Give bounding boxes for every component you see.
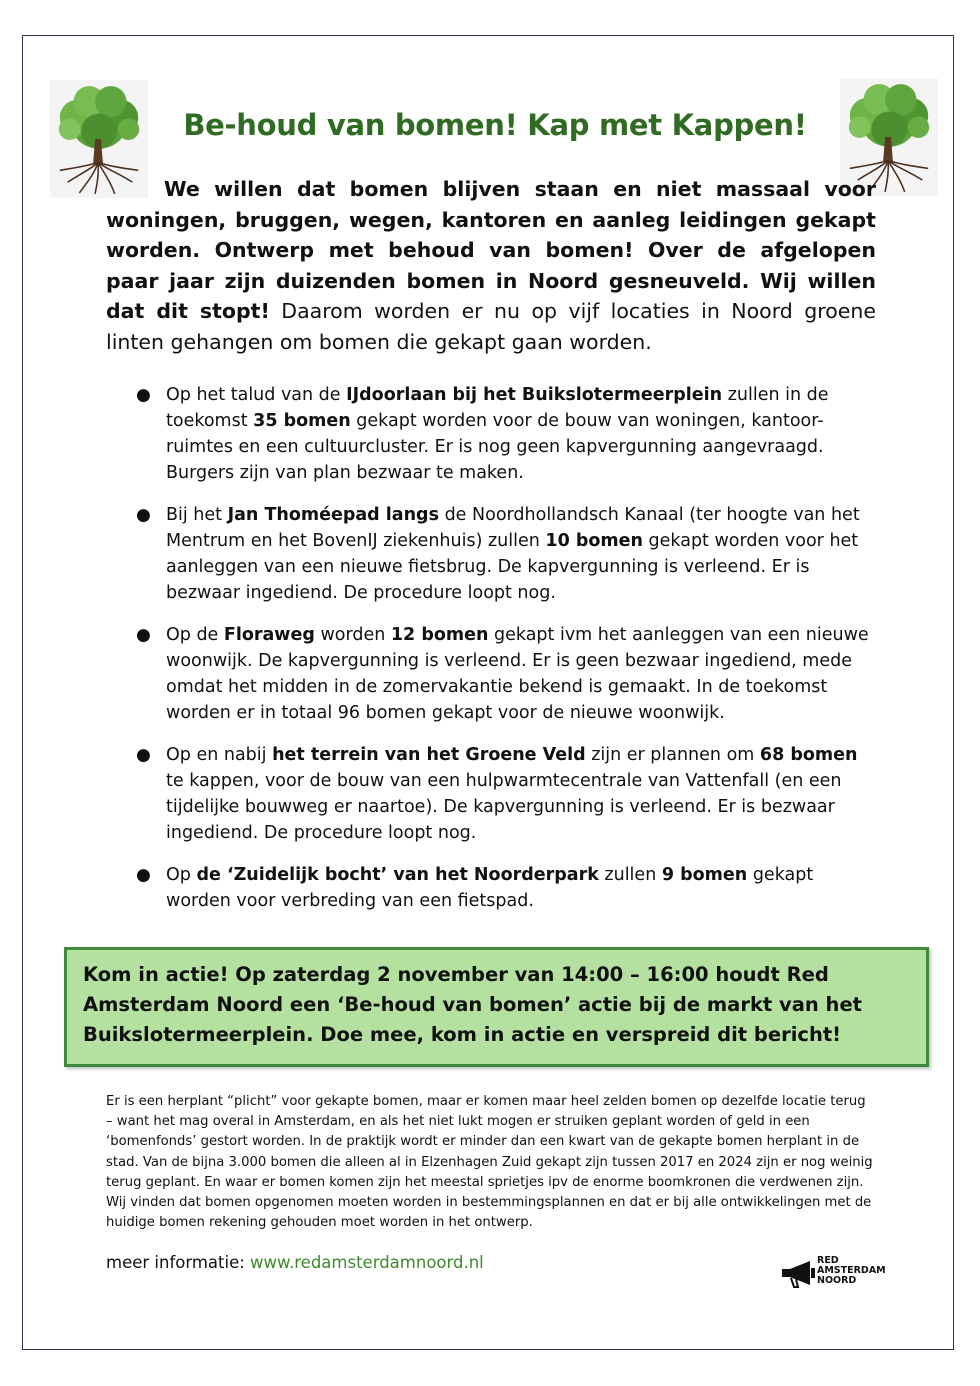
bullet-icon: ● (136, 745, 151, 765)
list-item (106, 862, 876, 914)
list-item-text: gekapt ivm het aanleggen van een nieuwe woonwijk. De kapvergunning is verleend. Er is geen bezwaar ingediend, mede omdat het midden in de zomervakantie bekend is gemaakt. In de toekomst worden er in totaal 96 bomen gekapt voor de nieuwe woonwijk. (166, 625, 869, 723)
list-item-highlight: 9 bomen (661, 865, 748, 885)
list-item (106, 622, 876, 726)
list-item-highlight: 12 bomen (390, 625, 489, 645)
list-item-highlight: IJdoorlaan bij het Buikslotermeerplein (346, 385, 723, 405)
list-item-text: gekapt worden voor het aanleggen van een nieuwe fietsbrug. De kapvergunning is verleend. Er is bezwaar ingediend. De procedure loopt nog. (166, 531, 859, 603)
list-item-text: worden (314, 625, 391, 645)
list-item-highlight: het terrein van het Groene Veld (272, 745, 586, 765)
replant-note: Er is een herplant “plicht” voor gekapte bomen, maar er komen maar heel zelden bomen op dezelfde locatie terug – want het mag overal in Amsterdam, en als het niet lukt mogen er struiken geplant worden of geld in een ‘bomenfonds’ gestort worden. In de praktijk wordt er minder dan een kwart van de gekapte bomen herplant in de stad. Van de bijna 3.000 bomen die alleen al in Elzenhagen Zuid gekapt zijn tussen 2017 en 2024 zijn er nog weinig terug geplant. En waar er bomen komen zijn het meestal sprietjes ipv de enorme boomkronen die verdwenen zijn. Wij vinden dat bomen opgenomen moeten worden in bestemmingsplannen en dat er bij alle ontwikkelingen met de huidige bomen rekening gehouden moet worden in het ontwerp. (106, 1094, 873, 1231)
list-item-text: Op het talud van de (166, 385, 347, 405)
megaphone-icon (780, 1259, 816, 1289)
list-item (106, 382, 876, 486)
intro-normal-text: Daarom worden er nu op vijf locaties in Noord groene linten gehangen om bomen die gekapt gaan worden. (106, 299, 876, 354)
list-item-text: de Noordhollandsch Kanaal (ter hoogte van het Mentrum en het BovenIJ ziekenhuis) zullen (166, 505, 860, 551)
website-link[interactable]: www.redamsterdamnoord.nl (250, 1253, 484, 1272)
intro-bold-text: We willen dat bomen blijven staan en niet massaal voor woningen, bruggen, wegen, kantoren en aanleg leidingen gekapt worden. Ontwerp met behoud van bomen! Over de afgelopen paar jaar zijn duizenden bomen in Noord gesneuveld. Wij willen dat dit stopt! (106, 177, 876, 323)
list-item-text: gekapt worden voor de bouw van woningen, kantoor-ruimtes en een cultuurcluster. Er is nog geen kapvergunning aangevraagd. Burgers zijn van plan bezwaar te maken. (166, 411, 824, 483)
list-item-text: Bij het (166, 505, 228, 525)
list-item (106, 502, 876, 606)
list-item-highlight: de ‘Zuidelijk bocht’ van het Noorderpark (196, 865, 599, 885)
list-item-highlight: 68 bomen (759, 745, 858, 765)
bullet-icon: ● (136, 385, 151, 405)
list-item-highlight: Jan Thoméepad langs (227, 505, 440, 525)
call-to-action-box: Kom in actie! Op zaterdag 2 november van 14:00 – 16:00 houdt Red Amsterdam Noord een ‘Be-houd van bomen’ actie bij de markt van het Buikslotermeerplein. Doe mee, kom in actie en verspreid dit bericht! (64, 947, 929, 1067)
bullet-icon: ● (136, 865, 151, 885)
list-item-text: gekapt worden voor verbreding van een fietspad. (166, 865, 814, 911)
list-item-text: Op (166, 865, 197, 885)
logo-text (817, 1256, 886, 1286)
logo-line-3: NOORD (817, 1275, 857, 1286)
list-item-text: Op de (166, 625, 224, 645)
list-item-text: zijn er plannen om (585, 745, 760, 765)
page-title: Be-houd van bomen! Kap met Kappen! (183, 108, 807, 142)
list-item-text: zullen in de toekomst (166, 385, 829, 431)
bullet-icon: ● (136, 625, 151, 645)
list-item-text: zullen (598, 865, 662, 885)
list-item (106, 742, 876, 846)
more-info (106, 1253, 484, 1272)
red-amsterdam-noord-logo (780, 1257, 900, 1293)
list-item-text: Op en nabij (166, 745, 273, 765)
list-item-highlight: Floraweg (223, 625, 315, 645)
logo-line-2: AMSTERDAM (817, 1265, 886, 1276)
intro-paragraph (106, 174, 876, 357)
bullet-icon: ● (136, 505, 151, 525)
more-info-label: meer informatie: (106, 1253, 251, 1272)
list-item-highlight: 35 bomen (253, 411, 351, 431)
location-list (106, 382, 876, 930)
logo-line-1: RED (817, 1255, 839, 1266)
list-item-text: te kappen, voor de bouw van een hulpwarmtecentrale van Vattenfall (en een tijdelijke bouwweg er naartoe). De kapvergunning is verleend. Er is bezwaar ingediend. De procedure loopt nog. (166, 771, 842, 843)
list-item-highlight: 10 bomen (545, 531, 643, 551)
